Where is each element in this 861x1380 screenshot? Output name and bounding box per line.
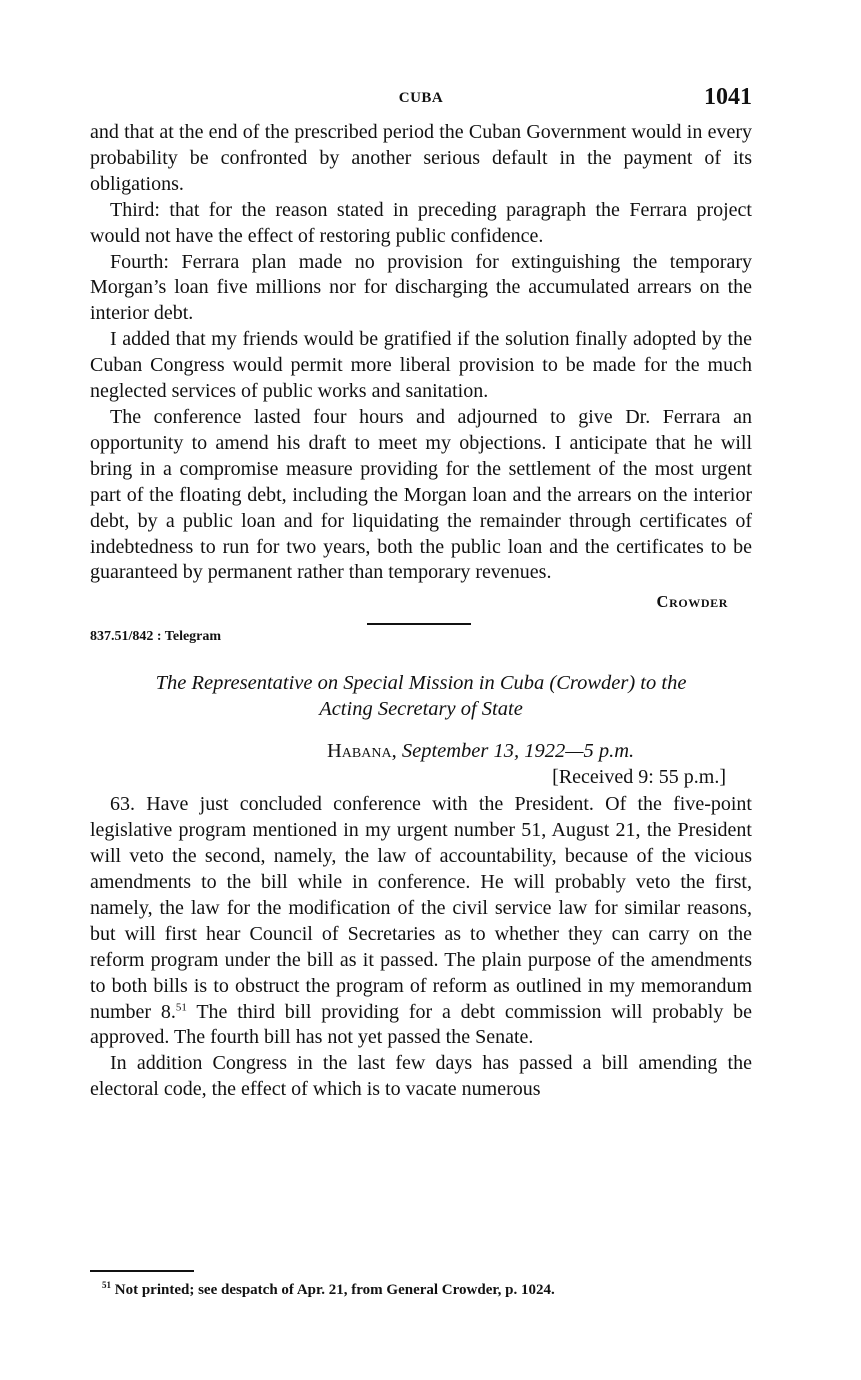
footnote-divider: [90, 1270, 194, 1272]
running-head: [90, 84, 752, 120]
paragraph-continued: and that at the end of the prescribed period the Cuban Government would in every probability be confronted by another serious default in the payment of its obligations.: [90, 121, 752, 195]
document-title: [90, 670, 752, 722]
paragraph-fourth-point: Fourth: Ferrara plan made no provision for extinguishing the temporary Morgan’s loan five millions nor for discharging the accumulated arrears on the interior debt.: [90, 250, 752, 325]
dateline-place: Habana,: [327, 740, 397, 763]
paragraph-electoral-code: In addition Congress in the last few days has passed a bill amending the electoral code, the effect of which is to vacate numerous: [90, 1052, 752, 1101]
dateline-date: September 13, 1922—5 p.m.: [401, 740, 635, 763]
dateline: [90, 738, 752, 764]
paragraph-friends-gratified: I added that my friends would be gratified if the solution finally adopted by the Cuban Congress would permit more liberal provision to be made for the much neglected services of public works and sanitation.: [90, 328, 752, 403]
paragraph-conference-lasted: The conference lasted four hours and adjourned to give Dr. Ferrara an opportunity to amend his draft to meet my objections. I anticipate that he will bring in a compromise measure providing for the settlement of the most urgent part of the floating debt, including the Morgan loan and the arrears on the interior debt, by a public loan and for liquidating the remainder through certificates of indebtedness to run for two years, both the public loan and the certificates to be guaranteed by permanent rather than temporary revenues.: [90, 405, 752, 584]
signature: Crowder: [656, 592, 728, 612]
received-time: [Received 9: 55 p.m.]: [552, 766, 726, 789]
document-title-line-2: Acting Secretary of State: [319, 698, 523, 721]
page-number: 1041: [704, 84, 752, 110]
footnote-reference: 51: [175, 1000, 187, 1013]
footnote-marker: 51: [102, 1280, 111, 1290]
footnote-text: Not printed; see despatch of Apr. 21, from General Crowder, p. 1024.: [114, 1282, 555, 1298]
paragraph-conference-president: [90, 792, 752, 1051]
document-separator: [90, 619, 752, 647]
paragraph-text-continued: The third bill providing for a debt commission will probably be approved. The fourth bill has not yet passed the Senate.: [90, 1000, 752, 1049]
footnote: [102, 1280, 742, 1300]
previous-telegram-body: [90, 120, 752, 586]
file-reference: 837.51/842 : Telegram: [90, 629, 222, 645]
section-divider: [367, 623, 471, 625]
telegram-body: [90, 792, 752, 1103]
document-page: [90, 84, 752, 1103]
paragraph-text: 63. Have just concluded conference with the President. Of the five-point legislative program mentioned in my urgent number 51, August 21, the President will veto the second, namely, the law of accountability, because of the vicious amendments to the bill while in conference. He will probably veto the first, namely, the law for the modification of the civil service law for similar reasons, but will first hear Council of Secretaries as to whether they can carry on the reform program under the bill as it passed. The plain purpose of the amendments to both bills is to obstruct the program of reform as outlined in my memorandum number 8.: [90, 793, 752, 1023]
paragraph-third-point: Third: that for the reason stated in preceding paragraph the Ferrara project would not have the effect of restoring public confidence.: [90, 198, 752, 247]
document-title-line-1: The Representative on Special Mission in Cuba (Crowder) to the: [155, 672, 687, 695]
running-head-title: CUBA: [398, 90, 444, 106]
